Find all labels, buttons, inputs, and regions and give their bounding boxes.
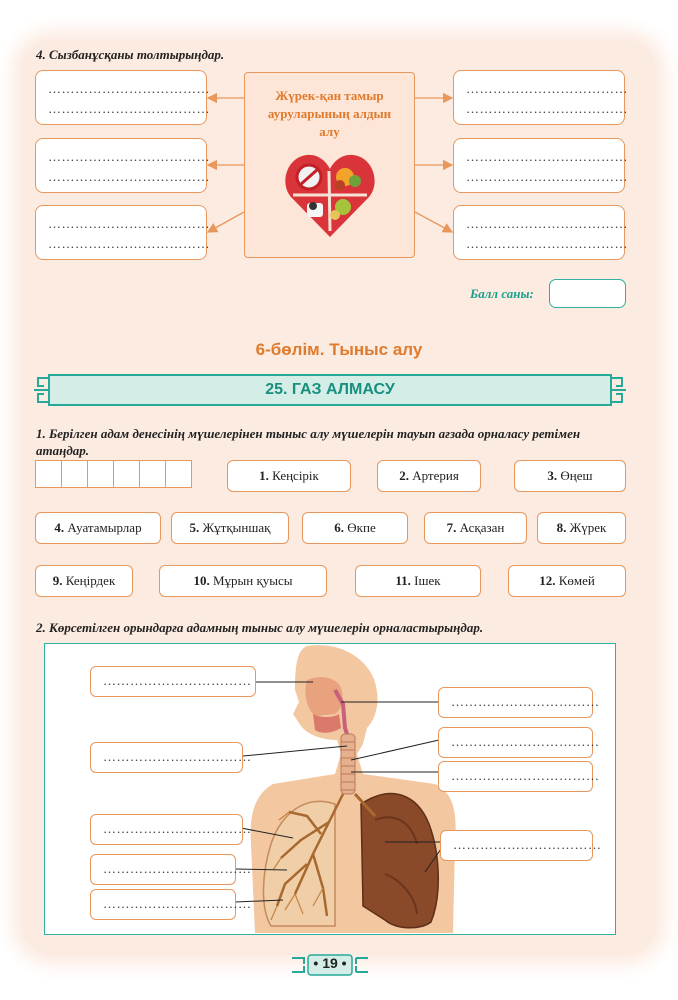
organ-option-9[interactable]: 9. Кеңірдек	[35, 565, 133, 597]
answer-box-left-1[interactable]	[35, 70, 210, 125]
answer-cell[interactable]	[35, 460, 62, 488]
dots-line: ……………………………	[103, 673, 252, 688]
organ-option-8[interactable]: 8. Жүрек	[537, 512, 626, 544]
answer-box-right-3[interactable]	[453, 205, 628, 260]
answer-cell[interactable]	[87, 460, 114, 488]
organ-option-4[interactable]: 4. Ауатамырлар	[35, 512, 161, 544]
dots-line: ………………………………	[48, 149, 210, 164]
respiratory-diagram	[44, 643, 616, 935]
score-input[interactable]	[549, 279, 626, 308]
center-topic-title: Жүрек-қан тамыр ауруларының алдын алу	[267, 88, 392, 139]
answer-box-right-1[interactable]	[453, 70, 628, 125]
dots-line: ……………………………	[103, 896, 252, 911]
organ-option-3[interactable]: 3. Өңеш	[514, 460, 626, 492]
dots-line: ………………………………	[48, 81, 210, 96]
label-box-3[interactable]	[90, 814, 252, 845]
organ-option-10[interactable]: 10. Мұрын қуысы	[159, 565, 327, 597]
dots-line: ………………………………	[466, 169, 628, 184]
section-title: 6-бөлім. Тыныс алу	[255, 340, 423, 359]
dots-line: ……………………………	[451, 734, 600, 749]
dots-line: ………………………………	[466, 101, 628, 116]
label-box-9[interactable]	[440, 830, 602, 861]
answer-cell[interactable]	[165, 460, 192, 488]
label-box-4[interactable]	[90, 854, 252, 885]
score-label: Балл саны:	[470, 286, 534, 301]
page-number: • 19 •	[313, 955, 347, 971]
answer-cell[interactable]	[139, 460, 166, 488]
lesson-banner: 25. ГАЗ АЛМАСУ	[48, 374, 612, 406]
answer-cell[interactable]	[61, 460, 88, 488]
task1-title: 1. Берілген адам денесінің мүшелерінен тыныс алу мүшелерін тауып ағзада орналасу ретімен атаңдар.	[36, 426, 581, 458]
organ-option-12[interactable]: 12. Көмей	[508, 565, 626, 597]
heart-illustration-icon	[285, 151, 375, 239]
organ-option-6[interactable]: 6. Өкпе	[302, 512, 408, 544]
dots-line: ……………………………	[103, 749, 252, 764]
dots-line: ……………………………	[103, 861, 252, 876]
dots-line: ………………………………	[466, 149, 628, 164]
label-box-6[interactable]	[438, 687, 600, 718]
organ-option-7[interactable]: 7. Асқазан	[424, 512, 527, 544]
answer-box-right-2[interactable]	[453, 138, 628, 193]
dots-line: ………………………………	[466, 236, 628, 251]
answer-cells[interactable]	[35, 460, 191, 488]
answer-box-left-2[interactable]	[35, 138, 210, 193]
dots-line: ………………………………	[466, 81, 628, 96]
dots-line: ……………………………	[453, 837, 602, 852]
label-box-7[interactable]	[438, 727, 600, 758]
dots-line: ………………………………	[48, 101, 210, 116]
label-box-2[interactable]	[90, 742, 252, 773]
dots-line: ……………………………	[103, 821, 252, 836]
dots-line: ……………………………	[451, 694, 600, 709]
dots-line: ………………………………	[466, 216, 628, 231]
center-topic-box	[244, 72, 415, 258]
label-box-8[interactable]	[438, 761, 600, 792]
organ-option-11[interactable]: 11. Ішек	[355, 565, 481, 597]
organ-option-5[interactable]: 5. Жұтқыншақ	[171, 512, 289, 544]
label-box-1[interactable]	[90, 666, 256, 697]
answer-box-left-3[interactable]	[35, 205, 210, 260]
dots-line: ………………………………	[48, 216, 210, 231]
task4-title: 4. Сызбанұсқаны толтырыңдар.	[36, 47, 225, 62]
page-footer	[290, 952, 370, 978]
dots-line: ………………………………	[48, 236, 210, 251]
organ-option-1[interactable]: 1. Кеңсірік	[227, 460, 351, 492]
label-box-5[interactable]	[90, 889, 252, 920]
answer-cell[interactable]	[113, 460, 140, 488]
dots-line: ………………………………	[48, 169, 210, 184]
dots-line: ……………………………	[451, 768, 600, 783]
organ-option-2[interactable]: 2. Артерия	[377, 460, 481, 492]
task2-title: 2. Көрсетілген орындарға адамның тыныс алу мүшелерін орналастырыңдар.	[36, 620, 484, 635]
